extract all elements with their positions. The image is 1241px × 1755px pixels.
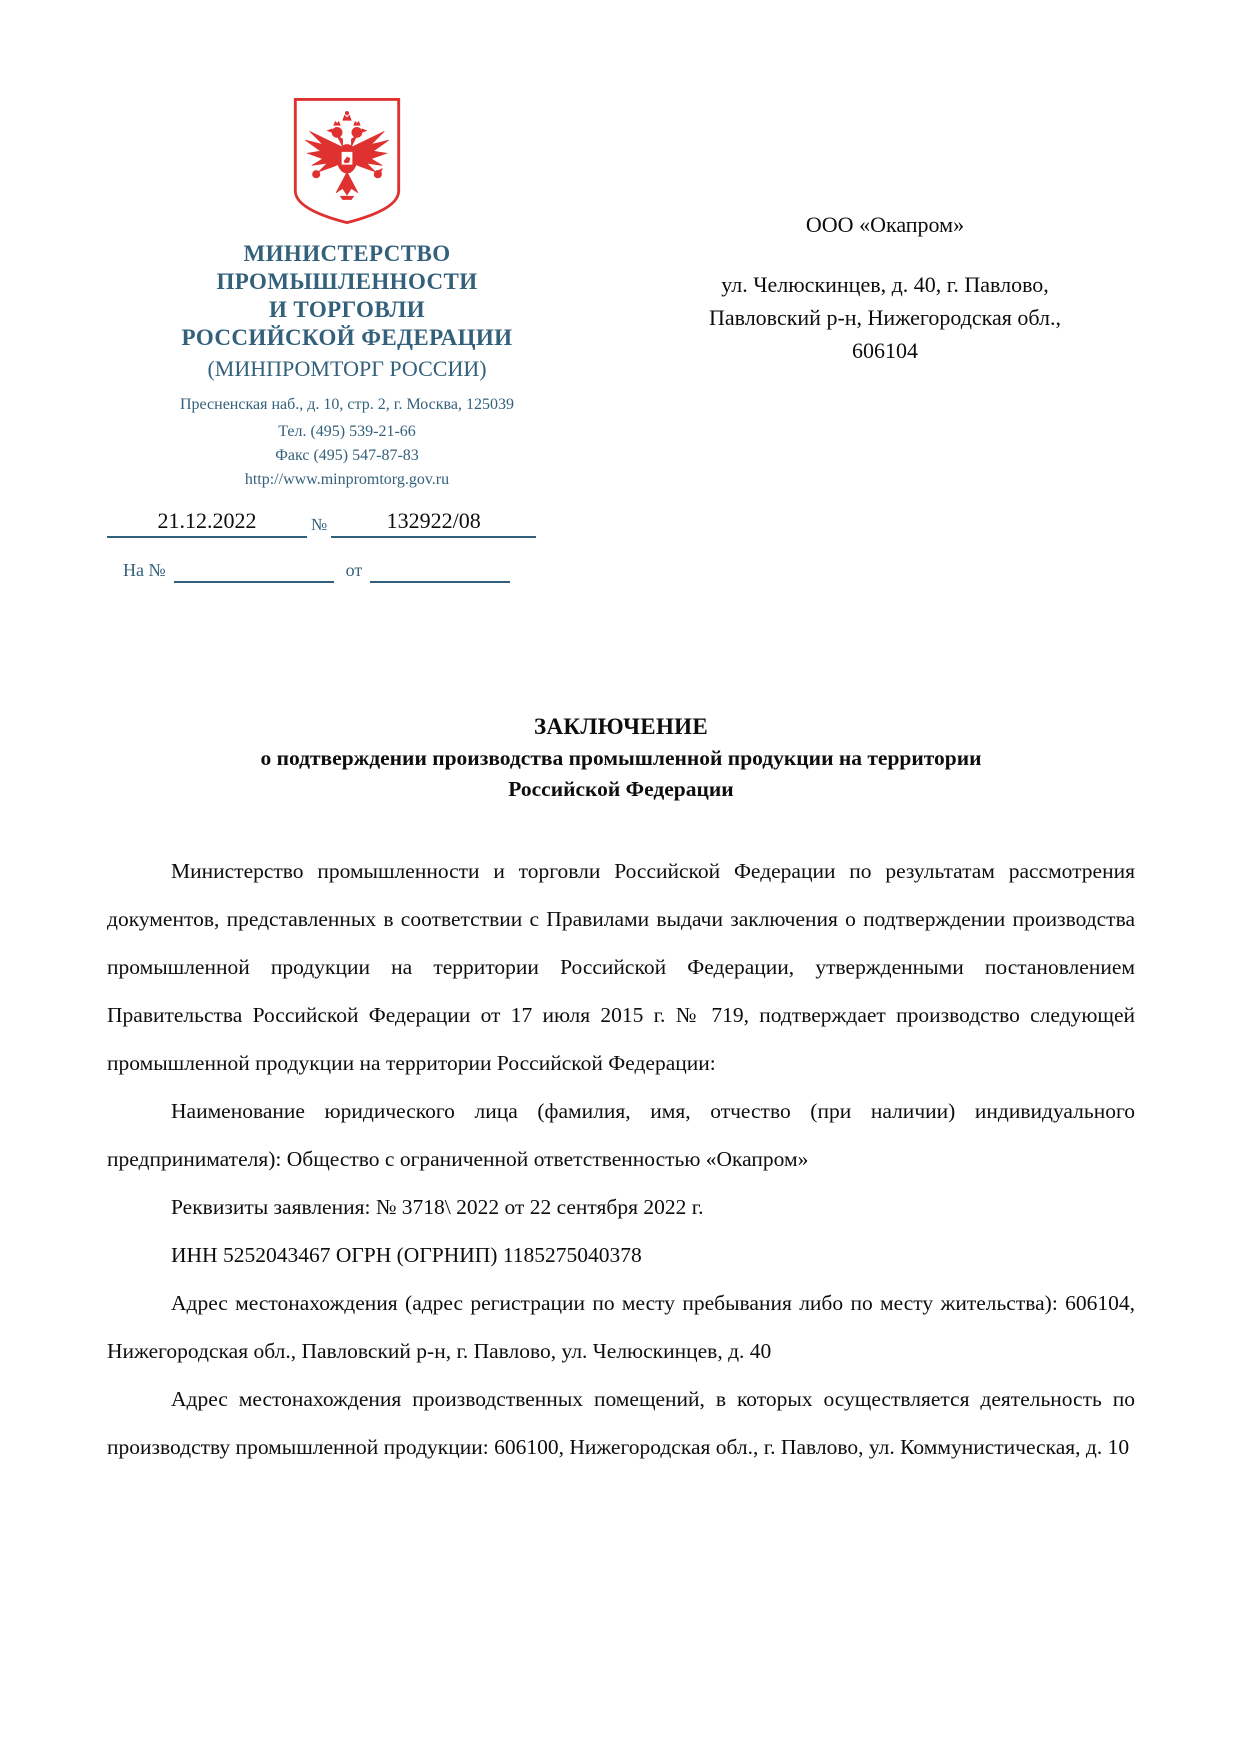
document-subtitle-line: Российской Федерации	[508, 777, 734, 801]
number-sign: №	[311, 515, 328, 534]
ref-number-label: На №	[123, 560, 166, 580]
body-paragraph: Министерство промышленности и торговли Российской Федерации по результатам рассмотрения документов, представленных в соответствии с Правилами выдачи заключения о подтверждении производства промышленной продукции на территории Российской Федерации, утвержденными постановлением Правительства Российской Федерации от 17 июля 2015 г. № 719, подтверждает производство следующей промышленной продукции на территории Российской Федерации:	[107, 859, 1135, 1075]
russian-coat-of-arms-icon	[292, 96, 402, 226]
reference-number-row	[107, 560, 587, 583]
ministry-contacts	[107, 420, 587, 492]
ministry-short-name: (МИНПРОМТОРГ РОССИИ)	[207, 356, 487, 381]
ministry-name-line: МИНИСТЕРСТВО	[243, 241, 451, 266]
doc-date-field	[107, 508, 307, 538]
body-paragraph: Адрес местонахождения производственных помещений, в которых осуществляется деятельность по производству промышленной продукции: 606100, Нижегородская обл., г. Павлово, ул. Коммунистическая, д. 10	[107, 1387, 1135, 1459]
ministry-name-line: ПРОМЫШЛЕННОСТИ	[216, 269, 478, 294]
ministry-fax: Факс (495) 547-87-83	[275, 447, 419, 464]
recipient-address	[635, 268, 1135, 367]
ref-date-blank-field	[370, 563, 510, 583]
ministry-name	[107, 240, 587, 352]
document-header	[107, 88, 1135, 583]
recipient-address-line: ул. Челюскинцев, д. 40, г. Павлово,	[721, 272, 1049, 297]
ministry-letterhead	[107, 88, 587, 583]
body-paragraph: ИНН 5252043467 ОГРН (ОГРНИП) 1185275040378	[171, 1243, 642, 1267]
body-paragraph: Адрес местонахождения (адрес регистрации по месту пребывания либо по месту жительства): 606104, Нижегородская обл., Павловский р-н, г. Павлово, ул. Челюскинцев, д. 40	[107, 1291, 1135, 1363]
recipient-name: ООО «Окапром»	[805, 212, 965, 237]
recipient-block	[635, 210, 1135, 367]
ref-date-label: от	[345, 560, 363, 580]
recipient-address-line: 606104	[852, 338, 918, 363]
body-paragraph: Реквизиты заявления: № 3718\ 2022 от 22 сентября 2022 г.	[171, 1195, 704, 1219]
body-paragraph: Наименование юридического лица (фамилия, имя, отчество (при наличии) индивидуального предпринимателя): Общество с ограниченной ответственностью «Окапром»	[107, 1099, 1135, 1171]
ministry-website: http://www.minpromtorg.gov.ru	[244, 471, 450, 488]
document-subtitle-line: о подтверждении производства промышленной продукции на территории	[260, 746, 982, 770]
ref-number-blank-field	[174, 563, 334, 583]
document-title: ЗАКЛЮЧЕНИЕ	[534, 714, 708, 739]
document-body	[107, 847, 1135, 1471]
recipient-address-line: Павловский р-н, Нижегородская обл.,	[708, 305, 1062, 330]
doc-date-number-row	[107, 508, 587, 538]
ministry-name-line: РОССИЙСКОЙ ФЕДЕРАЦИИ	[181, 325, 513, 350]
ministry-name-line: И ТОРГОВЛИ	[268, 297, 426, 322]
doc-number: 132922/08	[386, 508, 481, 533]
doc-date: 21.12.2022	[157, 508, 257, 533]
document-title-block	[107, 711, 1135, 805]
ministry-address: Пресненская наб., д. 10, стр. 2, г. Москва, 125039	[179, 396, 514, 413]
doc-number-field	[331, 508, 536, 538]
ministry-phone: Тел. (495) 539-21-66	[278, 423, 416, 440]
